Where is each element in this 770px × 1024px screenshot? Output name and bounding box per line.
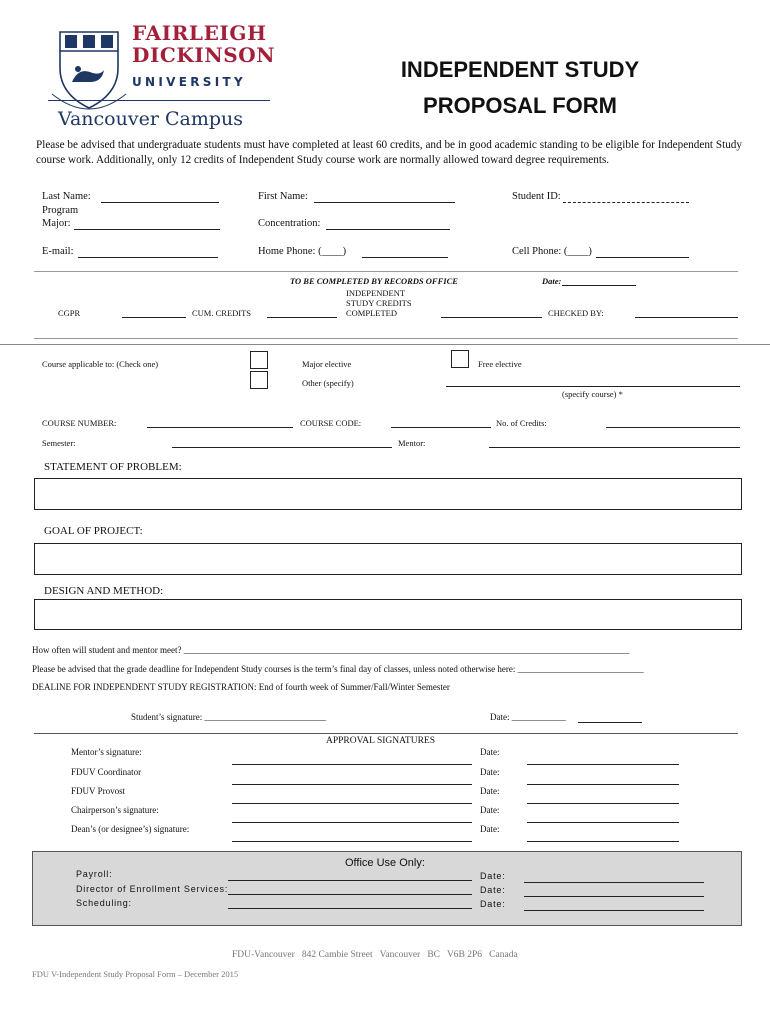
enrollment-date-label: Date:: [480, 885, 506, 895]
problem-heading: STATEMENT OF PROBLEM:: [44, 461, 182, 473]
approval-date-field[interactable]: [527, 784, 679, 785]
records-date-field[interactable]: [562, 285, 636, 286]
major-elective-label: Major elective: [302, 359, 352, 369]
major-label: Major:: [42, 218, 71, 229]
email-field[interactable]: [78, 257, 218, 258]
free-elective-checkbox[interactable]: [451, 350, 469, 368]
approval-label: Chairperson’s signature:: [71, 805, 159, 815]
course-number-label: COURSE NUMBER:: [42, 418, 117, 428]
approval-signature-field[interactable]: [232, 822, 472, 823]
meet-frequency-line[interactable]: How often will student and mentor meet? ___________________________________________________________________________________________________: [32, 645, 630, 655]
approval-heading: APPROVAL SIGNATURES: [326, 736, 436, 746]
cell-phone-field[interactable]: [596, 257, 689, 258]
student-signature-line[interactable]: Student’s signature: ___________________________: [131, 712, 326, 722]
logo-line-1: FAIRLEIGH: [132, 21, 267, 45]
approval-signature-field[interactable]: [232, 784, 472, 785]
email-label: E-mail:: [42, 246, 74, 257]
fdu-logo: [40, 22, 280, 137]
records-heading: TO BE COMPLETED BY RECORDS OFFICE: [290, 276, 458, 286]
credits-label: No. of Credits:: [496, 418, 547, 428]
concentration-label: Concentration:: [258, 218, 321, 229]
first-name-label: First Name:: [258, 191, 308, 202]
cell-phone-label: Cell Phone: (____): [512, 246, 592, 257]
other-specify-field[interactable]: [446, 386, 740, 387]
approval-date-field[interactable]: [527, 822, 679, 823]
credits-field[interactable]: [606, 427, 740, 428]
enrollment-field[interactable]: [228, 894, 472, 895]
cum-credits-label: CUM. CREDITS: [192, 308, 252, 318]
payroll-date-label: Date:: [480, 871, 506, 881]
problem-textarea[interactable]: [34, 478, 742, 510]
course-code-field[interactable]: [391, 427, 491, 428]
approval-date-label: Date:: [480, 805, 500, 815]
page-title: [360, 52, 680, 124]
course-applicable-label: Course applicable to: (Check one): [42, 359, 159, 369]
approval-signature-field[interactable]: [232, 803, 472, 804]
intro-text: Please be advised that undergraduate students must have completed at least 60 credits, and be in good academic standing to be eligible for Independent Study course work. Additionally, only 12 credits of Independent Study course work are normally allowed toward degree requirements.: [36, 139, 742, 166]
last-name-label: Last Name:: [42, 191, 91, 202]
approval-label: Dean’s (or designee’s) signature:: [71, 824, 190, 834]
payroll-date-field[interactable]: [524, 882, 704, 883]
student-id-label: Student ID:: [512, 191, 561, 202]
is-credits-line-2: STUDY CREDITS: [346, 298, 412, 308]
approval-label: Mentor’s signature:: [71, 747, 142, 757]
approval-label: FDUV Coordinator: [71, 767, 142, 777]
approval-date-label: Date:: [480, 824, 500, 834]
payroll-field[interactable]: [228, 880, 472, 881]
approval-date-label: Date:: [480, 786, 500, 796]
checked-by-label: CHECKED BY:: [548, 308, 604, 318]
mentor-label: Mentor:: [398, 438, 426, 448]
program-label: Program: [42, 205, 79, 216]
is-credits-line-3: COMPLETED: [346, 308, 397, 318]
scheduling-date-field[interactable]: [524, 910, 704, 911]
title-line-1: INDEPENDENT STUDY: [400, 57, 640, 82]
major-field[interactable]: [74, 229, 220, 230]
design-textarea[interactable]: [34, 599, 742, 630]
other-label: Other (specify): [302, 378, 354, 388]
is-credits-line-1: INDEPENDENT: [346, 288, 406, 298]
office-use-heading: Office Use Only:: [345, 857, 425, 869]
approval-date-field[interactable]: [527, 764, 679, 765]
checked-by-field[interactable]: [635, 317, 738, 318]
design-heading: DESIGN AND METHOD:: [44, 585, 164, 597]
free-elective-label: Free elective: [478, 359, 522, 369]
records-date-label: Date:: [542, 276, 562, 286]
approval-signature-field[interactable]: [232, 764, 472, 765]
logo-line-3: UNIVERSITY: [132, 75, 246, 89]
concentration-field[interactable]: [326, 229, 450, 230]
approval-divider: [34, 733, 738, 734]
cgpr-label: CGPR: [58, 308, 81, 318]
approval-signature-field[interactable]: [232, 841, 472, 842]
grade-deadline-line[interactable]: Please be advised that the grade deadline for Independent Study courses is the term’s final day of classes, unless noted otherwise here: ____________________________: [32, 664, 644, 674]
payroll-label: Payroll:: [76, 869, 113, 879]
course-code-label: COURSE CODE:: [300, 418, 362, 428]
enrollment-date-field[interactable]: [524, 896, 704, 897]
approval-date-label: Date:: [480, 767, 500, 777]
home-phone-field[interactable]: [362, 257, 448, 258]
specify-course-hint: (specify course) *: [562, 389, 623, 399]
scheduling-field[interactable]: [228, 908, 472, 909]
home-phone-label: Home Phone: (____): [258, 246, 347, 257]
scheduling-label: Scheduling:: [76, 898, 132, 908]
other-checkbox[interactable]: [250, 371, 268, 389]
approval-date-field[interactable]: [527, 803, 679, 804]
goal-textarea[interactable]: [34, 543, 742, 575]
student-id-field[interactable]: [563, 202, 689, 203]
footer-form-id: FDU V-Independent Study Proposal Form – December 2015: [32, 969, 239, 979]
registration-deadline: DEALINE FOR INDEPENDENT STUDY REGISTRATION: End of fourth week of Summer/Fall/Winter Semester: [32, 682, 450, 692]
is-credits-label: [346, 288, 412, 318]
logo-line-2: DICKINSON: [132, 43, 276, 67]
approval-date-field[interactable]: [527, 841, 679, 842]
student-date-line[interactable]: Date: ____________: [490, 712, 566, 722]
goal-heading: GOAL OF PROJECT:: [44, 525, 143, 537]
semester-field[interactable]: [172, 447, 392, 448]
last-name-field[interactable]: [101, 202, 219, 203]
fdu-seal-icon: [48, 24, 130, 116]
mentor-field[interactable]: [489, 447, 740, 448]
enrollment-label: Director of Enrollment Services:: [76, 884, 229, 894]
title-line-2: PROPOSAL FORM: [423, 93, 617, 118]
course-number-field[interactable]: [147, 427, 293, 428]
cum-credits-field[interactable]: [267, 317, 337, 318]
footer-address: FDU-Vancouver 842 Cambie Street Vancouver BC V6B 2P6 Canada: [232, 950, 518, 960]
scheduling-date-label: Date:: [480, 899, 506, 909]
first-name-field[interactable]: [314, 202, 455, 203]
semester-label: Semester:: [42, 438, 76, 448]
approval-label: FDUV Provost: [71, 786, 126, 796]
logo-campus: Vancouver Campus: [58, 108, 243, 130]
is-credits-field[interactable]: [441, 317, 542, 318]
approval-date-label: Date:: [480, 747, 500, 757]
cgpr-field[interactable]: [122, 317, 186, 318]
major-elective-checkbox[interactable]: [250, 351, 268, 369]
